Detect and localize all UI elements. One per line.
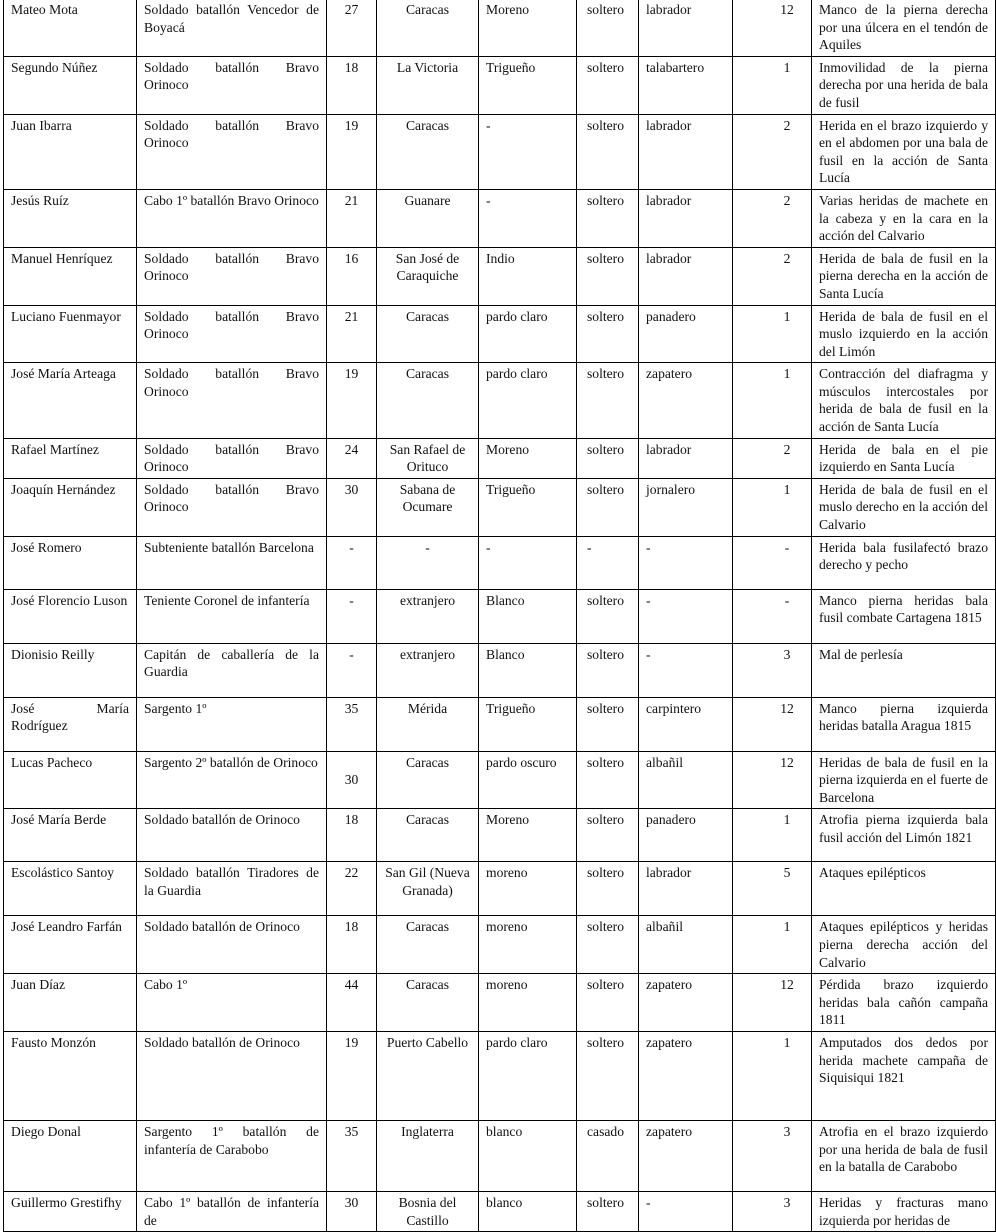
cell-tiempo: 12 xyxy=(733,751,812,809)
cell-tiempo: 12 xyxy=(733,0,812,56)
cell-estado: soltero xyxy=(577,589,639,643)
cell-tiempo: 3 xyxy=(733,1120,812,1191)
cell-edad: - xyxy=(327,589,377,643)
cell-enfermedad: Inmovilidad de la pierna derecha por una herida de bala de fusil xyxy=(812,56,996,114)
cell-oficio: zapatero xyxy=(639,1031,733,1120)
cell-color: Indio xyxy=(479,247,577,305)
cell-edad: 30 xyxy=(327,1191,377,1231)
cell-enfermedad: Ataques epilépticos xyxy=(812,862,996,916)
table-row xyxy=(4,363,996,438)
cell-estado: soltero xyxy=(577,438,639,478)
cell-enfermedad: Mal de perlesía xyxy=(812,643,996,697)
cell-lugar: La Victoria xyxy=(377,56,479,114)
cell-lugar: San Rafael de Orituco xyxy=(377,438,479,478)
cell-nombre: Joaquín Hernández xyxy=(4,478,137,536)
cell-tiempo: 3 xyxy=(733,1191,812,1231)
cell-nombre: José María Rodríguez xyxy=(4,697,137,751)
cell-estado: soltero xyxy=(577,643,639,697)
cell-tiempo: 1 xyxy=(733,478,812,536)
cell-estado: soltero xyxy=(577,0,639,56)
cell-oficio: labrador xyxy=(639,0,733,56)
cell-cargo: Sargento 1º batallón de infantería de Carabobo xyxy=(137,1120,327,1191)
cell-edad: 19 xyxy=(327,1031,377,1120)
cell-estado: soltero xyxy=(577,247,639,305)
cell-color: - xyxy=(479,189,577,247)
cell-estado: soltero xyxy=(577,974,639,1032)
table-body xyxy=(4,0,996,1232)
cell-cargo: Soldado batallón de Orinoco xyxy=(137,916,327,974)
cell-enfermedad: Herida de bala de fusil en la pierna derecha en la acción de Santa Lucía xyxy=(812,247,996,305)
cell-edad: - xyxy=(327,643,377,697)
cell-oficio: zapatero xyxy=(639,974,733,1032)
cell-color: moreno xyxy=(479,862,577,916)
cell-enfermedad: Amputados dos dedos por herida machete campaña de Siquisiqui 1821 xyxy=(812,1031,996,1120)
cell-enfermedad: Herida de bala de fusil en el muslo derecho en la acción del Calvario xyxy=(812,478,996,536)
cell-nombre: Jesús Ruíz xyxy=(4,189,137,247)
table-row xyxy=(4,862,996,916)
cell-lugar: Inglaterra xyxy=(377,1120,479,1191)
table-row xyxy=(4,974,996,1032)
cell-estado: - xyxy=(577,536,639,589)
cell-tiempo: 2 xyxy=(733,189,812,247)
cell-estado: soltero xyxy=(577,862,639,916)
cell-enfermedad: Pérdida brazo izquierdo heridas bala cañón campaña 1811 xyxy=(812,974,996,1032)
cell-estado: soltero xyxy=(577,751,639,809)
cell-enfermedad: Atrofia pierna izquierda bala fusil acción del Limón 1821 xyxy=(812,809,996,862)
cell-estado: soltero xyxy=(577,363,639,438)
cell-cargo: Cabo 1º xyxy=(137,974,327,1032)
cell-color: - xyxy=(479,536,577,589)
cell-color: Moreno xyxy=(479,0,577,56)
cell-edad: 18 xyxy=(327,809,377,862)
cell-nombre: Juan Díaz xyxy=(4,974,137,1032)
cell-cargo: Cabo 1º batallón Bravo Orinoco xyxy=(137,189,327,247)
cell-enfermedad: Heridas de bala de fusil en la pierna izquierda en el fuerte de Barcelona xyxy=(812,751,996,809)
cell-cargo: Sargento 2º batallón de Orinoco xyxy=(137,751,327,809)
cell-oficio: panadero xyxy=(639,809,733,862)
cell-oficio: labrador xyxy=(639,862,733,916)
cell-nombre: Segundo Núñez xyxy=(4,56,137,114)
cell-lugar: extranjero xyxy=(377,643,479,697)
cell-color: Moreno xyxy=(479,438,577,478)
cell-oficio: labrador xyxy=(639,114,733,189)
cell-oficio: labrador xyxy=(639,438,733,478)
cell-oficio: talabartero xyxy=(639,56,733,114)
cell-nombre: Guillermo Grestifhy xyxy=(4,1191,137,1231)
cell-edad: 21 xyxy=(327,189,377,247)
cell-nombre: Lucas Pacheco xyxy=(4,751,137,809)
cell-color: moreno xyxy=(479,974,577,1032)
cell-edad: 35 xyxy=(327,1120,377,1191)
cell-cargo: Soldado batallón Bravo Orinoco xyxy=(137,438,327,478)
cell-edad: 30 xyxy=(327,751,377,809)
records-table xyxy=(3,0,996,1232)
cell-lugar: Caracas xyxy=(377,916,479,974)
cell-estado: soltero xyxy=(577,478,639,536)
cell-cargo: Soldado batallón Bravo Orinoco xyxy=(137,247,327,305)
cell-lugar: San José de Caraquiche xyxy=(377,247,479,305)
cell-edad: 19 xyxy=(327,363,377,438)
cell-estado: soltero xyxy=(577,809,639,862)
cell-color: pardo claro xyxy=(479,305,577,363)
cell-enfermedad: Herida en el brazo izquierdo y en el abdomen por una bala de fusil en la acción de Santa Lucía xyxy=(812,114,996,189)
cell-edad: 18 xyxy=(327,916,377,974)
table-row xyxy=(4,643,996,697)
cell-lugar: Caracas xyxy=(377,305,479,363)
cell-edad: 22 xyxy=(327,862,377,916)
cell-nombre: José María Berde xyxy=(4,809,137,862)
cell-lugar: Guanare xyxy=(377,189,479,247)
table-row xyxy=(4,114,996,189)
cell-oficio: labrador xyxy=(639,247,733,305)
cell-color: - xyxy=(479,114,577,189)
table-row xyxy=(4,0,996,56)
cell-estado: soltero xyxy=(577,1031,639,1120)
cell-lugar: Bosnia del Castillo xyxy=(377,1191,479,1231)
table-row xyxy=(4,751,996,809)
cell-cargo: Soldado batallón Bravo Orinoco xyxy=(137,363,327,438)
cell-nombre: Fausto Monzón xyxy=(4,1031,137,1120)
table-row xyxy=(4,697,996,751)
cell-cargo: Soldado batallón de Orinoco xyxy=(137,809,327,862)
cell-cargo: Soldado batallón Tiradores de la Guardia xyxy=(137,862,327,916)
cell-nombre: Manuel Henríquez xyxy=(4,247,137,305)
cell-enfermedad: Herida de bala de fusil en el muslo izquierdo en la acción del Limón xyxy=(812,305,996,363)
cell-color: pardo oscuro xyxy=(479,751,577,809)
table-row xyxy=(4,809,996,862)
cell-oficio: labrador xyxy=(639,189,733,247)
cell-cargo: Subteniente batallón Barcelona xyxy=(137,536,327,589)
cell-enfermedad: Heridas y fracturas mano izquierda por heridas de xyxy=(812,1191,996,1231)
cell-nombre: José María Arteaga xyxy=(4,363,137,438)
cell-tiempo: 1 xyxy=(733,809,812,862)
cell-tiempo: 1 xyxy=(733,305,812,363)
table-row xyxy=(4,247,996,305)
cell-enfermedad: Varias heridas de machete en la cabeza y en la cara en la acción del Calvario xyxy=(812,189,996,247)
cell-tiempo: - xyxy=(733,536,812,589)
cell-nombre: Dionisio Reilly xyxy=(4,643,137,697)
cell-color: Moreno xyxy=(479,809,577,862)
cell-tiempo: 12 xyxy=(733,974,812,1032)
table-row xyxy=(4,305,996,363)
cell-color: Trigueño xyxy=(479,56,577,114)
cell-color: pardo claro xyxy=(479,363,577,438)
cell-oficio: - xyxy=(639,536,733,589)
cell-enfermedad: Manco pierna izquierda heridas batalla Aragua 1815 xyxy=(812,697,996,751)
cell-estado: soltero xyxy=(577,114,639,189)
cell-estado: soltero xyxy=(577,697,639,751)
cell-lugar: San Gil (Nueva Granada) xyxy=(377,862,479,916)
table-row xyxy=(4,589,996,643)
table-row xyxy=(4,189,996,247)
cell-lugar: Caracas xyxy=(377,114,479,189)
cell-nombre: Juan Ibarra xyxy=(4,114,137,189)
cell-nombre: Luciano Fuenmayor xyxy=(4,305,137,363)
table-row xyxy=(4,1120,996,1191)
cell-edad: 35 xyxy=(327,697,377,751)
cell-lugar: Caracas xyxy=(377,0,479,56)
table-row xyxy=(4,438,996,478)
table-row xyxy=(4,478,996,536)
cell-cargo: Capitán de caballería de la Guardia xyxy=(137,643,327,697)
cell-tiempo: 5 xyxy=(733,862,812,916)
cell-edad: 27 xyxy=(327,0,377,56)
cell-lugar: Mérida xyxy=(377,697,479,751)
cell-color: Trigueño xyxy=(479,697,577,751)
cell-edad: 21 xyxy=(327,305,377,363)
cell-edad: 16 xyxy=(327,247,377,305)
table-row xyxy=(4,1191,996,1231)
cell-estado: soltero xyxy=(577,305,639,363)
cell-tiempo: 1 xyxy=(733,56,812,114)
cell-color: Blanco xyxy=(479,589,577,643)
cell-nombre: Mateo Mota xyxy=(4,0,137,56)
cell-edad: 24 xyxy=(327,438,377,478)
cell-cargo: Soldado batallón Bravo Orinoco xyxy=(137,114,327,189)
cell-oficio: albañil xyxy=(639,751,733,809)
cell-edad: - xyxy=(327,536,377,589)
cell-lugar: - xyxy=(377,536,479,589)
cell-edad: 30 xyxy=(327,478,377,536)
cell-oficio: zapatero xyxy=(639,363,733,438)
cell-cargo: Soldado batallón Bravo Orinoco xyxy=(137,305,327,363)
cell-estado: soltero xyxy=(577,1191,639,1231)
cell-enfermedad: Manco de la pierna derecha por una úlcera en el tendón de Aquiles xyxy=(812,0,996,56)
cell-cargo: Soldado batallón Bravo Orinoco xyxy=(137,478,327,536)
cell-enfermedad: Ataques epilépticos y heridas pierna derecha acción del Calvario xyxy=(812,916,996,974)
cell-enfermedad: Herida de bala en el pie izquierdo en Santa Lucía xyxy=(812,438,996,478)
cell-lugar: extranjero xyxy=(377,589,479,643)
cell-oficio: jornalero xyxy=(639,478,733,536)
cell-tiempo: - xyxy=(733,589,812,643)
cell-cargo: Cabo 1º batallón de infantería de xyxy=(137,1191,327,1231)
cell-edad: 19 xyxy=(327,114,377,189)
cell-lugar: Puerto Cabello xyxy=(377,1031,479,1120)
cell-enfermedad: Contracción del diafragma y músculos intercostales por herida de bala de fusil en la acción de Santa Lucía xyxy=(812,363,996,438)
cell-tiempo: 1 xyxy=(733,363,812,438)
cell-tiempo: 1 xyxy=(733,916,812,974)
cell-estado: soltero xyxy=(577,56,639,114)
cell-nombre: José Leandro Farfán xyxy=(4,916,137,974)
cell-nombre: Rafael Martínez xyxy=(4,438,137,478)
cell-tiempo: 2 xyxy=(733,114,812,189)
cell-edad: 18 xyxy=(327,56,377,114)
cell-nombre: Escolástico Santoy xyxy=(4,862,137,916)
cell-tiempo: 2 xyxy=(733,438,812,478)
cell-enfermedad: Atrofia en el brazo izquierdo por una herida de bala de fusil en la batalla de Carabobo xyxy=(812,1120,996,1191)
cell-cargo: Teniente Coronel de infantería xyxy=(137,589,327,643)
cell-color: moreno xyxy=(479,916,577,974)
cell-lugar: Caracas xyxy=(377,974,479,1032)
table-row xyxy=(4,916,996,974)
table-row xyxy=(4,536,996,589)
cell-color: Blanco xyxy=(479,643,577,697)
cell-oficio: panadero xyxy=(639,305,733,363)
cell-estado: soltero xyxy=(577,916,639,974)
cell-color: Trigueño xyxy=(479,478,577,536)
cell-cargo: Soldado batallón Vencedor de Boyacá xyxy=(137,0,327,56)
cell-oficio: carpintero xyxy=(639,697,733,751)
cell-nombre: Diego Donal xyxy=(4,1120,137,1191)
cell-oficio: - xyxy=(639,589,733,643)
cell-enfermedad: Manco pierna heridas bala fusil combate Cartagena 1815 xyxy=(812,589,996,643)
cell-cargo: Soldado batallón Bravo Orinoco xyxy=(137,56,327,114)
cell-lugar: Caracas xyxy=(377,751,479,809)
cell-lugar: Caracas xyxy=(377,363,479,438)
cell-oficio: albañil xyxy=(639,916,733,974)
table-row xyxy=(4,1031,996,1120)
cell-estado: soltero xyxy=(577,189,639,247)
cell-tiempo: 2 xyxy=(733,247,812,305)
cell-color: pardo claro xyxy=(479,1031,577,1120)
cell-tiempo: 12 xyxy=(733,697,812,751)
cell-oficio: zapatero xyxy=(639,1120,733,1191)
cell-color: blanco xyxy=(479,1191,577,1231)
cell-cargo: Soldado batallón de Orinoco xyxy=(137,1031,327,1120)
cell-cargo: Sargento 1º xyxy=(137,697,327,751)
table-row xyxy=(4,56,996,114)
cell-tiempo: 3 xyxy=(733,643,812,697)
cell-oficio: - xyxy=(639,1191,733,1231)
cell-lugar: Sabana de Ocumare xyxy=(377,478,479,536)
cell-oficio: - xyxy=(639,643,733,697)
cell-nombre: José Florencio Luson xyxy=(4,589,137,643)
cell-enfermedad: Herida bala fusilafectó brazo derecho y pecho xyxy=(812,536,996,589)
cell-lugar: Caracas xyxy=(377,809,479,862)
cell-nombre: José Romero xyxy=(4,536,137,589)
cell-edad: 44 xyxy=(327,974,377,1032)
cell-tiempo: 1 xyxy=(733,1031,812,1120)
cell-color: blanco xyxy=(479,1120,577,1191)
cell-estado: casado xyxy=(577,1120,639,1191)
